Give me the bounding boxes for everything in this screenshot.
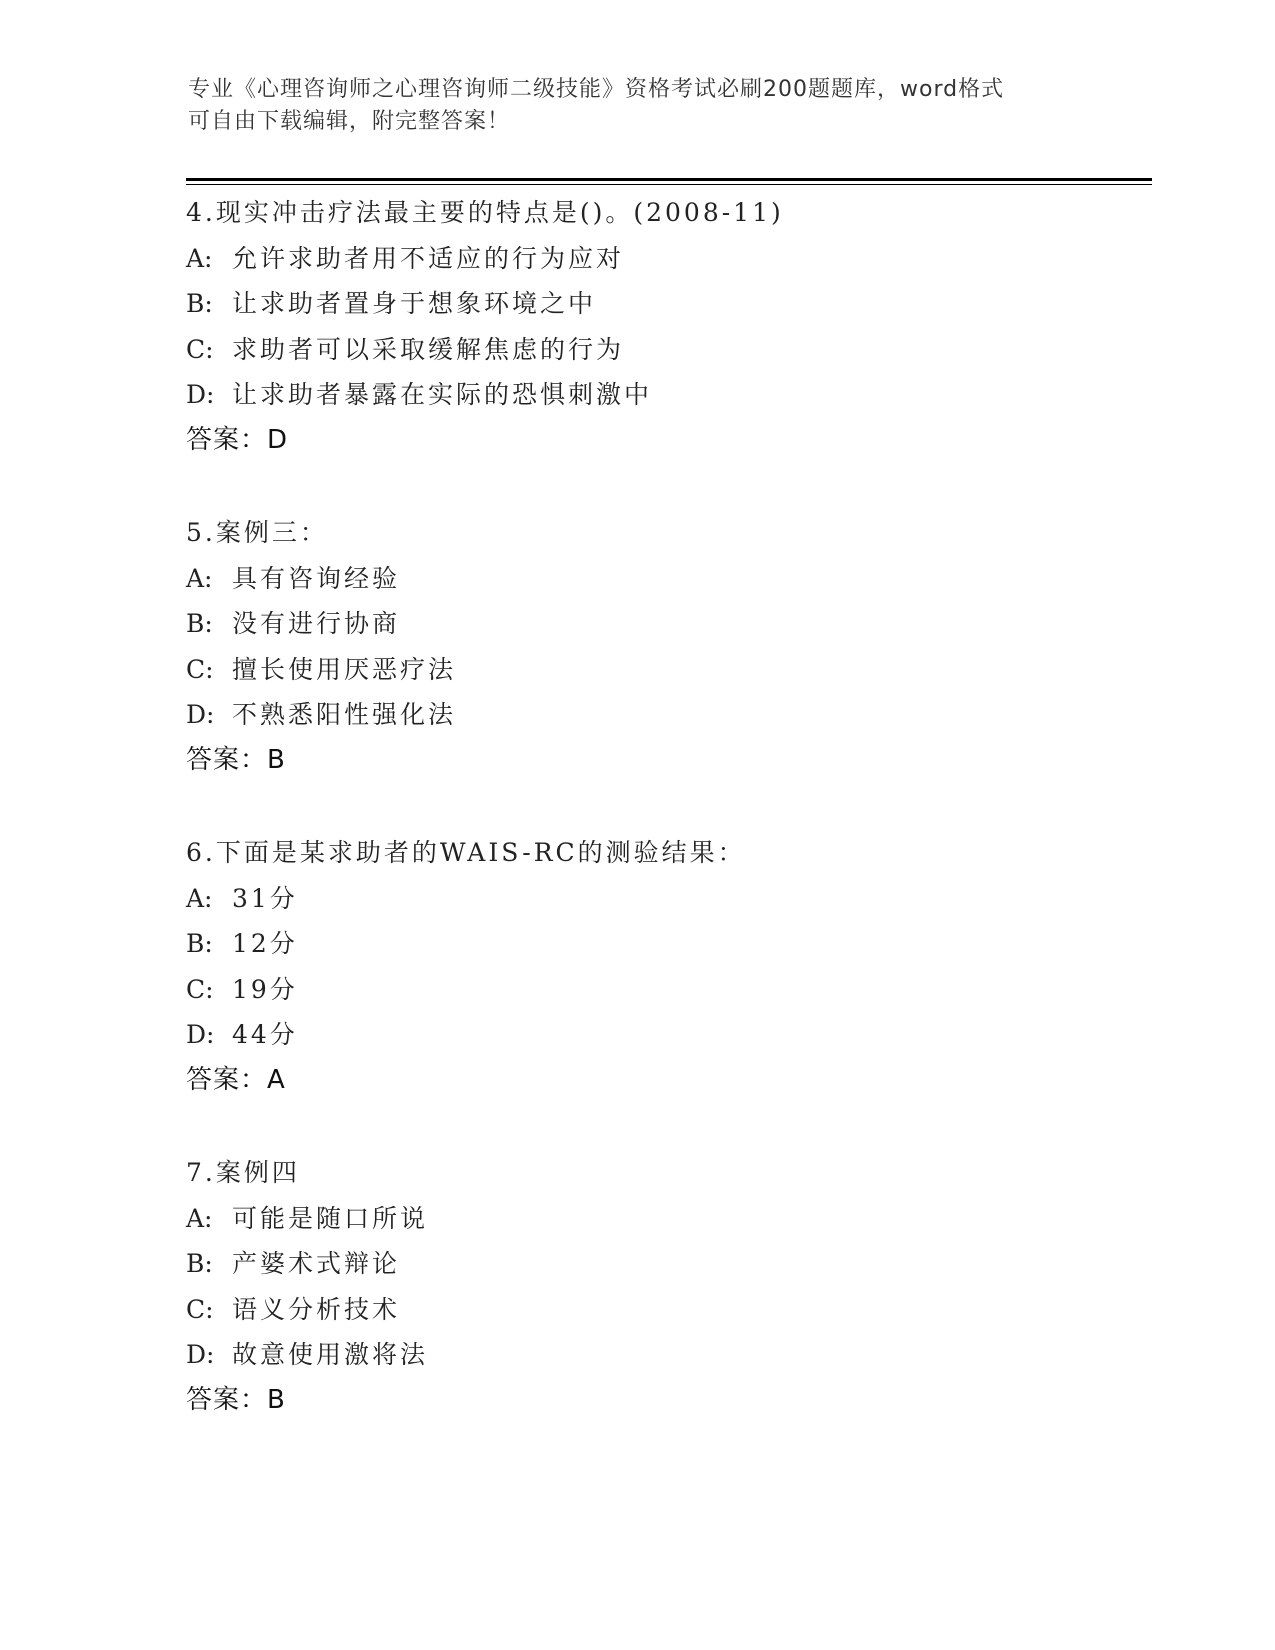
option-c (186, 1287, 1146, 1333)
option-text: 让求助者暴露在实际的恐惧刺激中 (232, 380, 653, 409)
option-a (186, 236, 1146, 282)
option-b (186, 1241, 1146, 1287)
option-c (186, 647, 1146, 693)
option-d (186, 692, 1146, 738)
option-text: 产婆术式辩论 (232, 1249, 401, 1278)
option-letter: D: (186, 1020, 215, 1049)
option-c (186, 967, 1146, 1013)
option-b (186, 601, 1146, 647)
option-letter: D: (186, 380, 215, 409)
option-letter: C: (186, 1294, 214, 1324)
option-letter: C: (186, 654, 214, 684)
option-text: 求助者可以采取缓解焦虑的行为 (232, 334, 625, 364)
option-d (186, 1332, 1146, 1378)
option-letter: B: (186, 929, 213, 958)
option-text: 可能是随口所说 (232, 1203, 429, 1233)
option-a (186, 1196, 1146, 1242)
question-5 (186, 510, 1146, 783)
answer-line: 答案：B (186, 744, 286, 775)
option-a (186, 556, 1146, 602)
question-stem: 4.现实冲击疗法最主要的特点是()。(2008-11) (186, 198, 784, 227)
option-letter: A: (186, 243, 213, 273)
option-text: 没有进行协商 (232, 609, 401, 638)
option-text: 允许求助者用不适应的行为应对 (232, 243, 625, 273)
option-text: 31分 (232, 883, 298, 913)
question-4 (186, 190, 1146, 463)
option-text: 12分 (232, 929, 298, 958)
option-letter: B: (186, 289, 213, 318)
answer-line: 答案：D (186, 424, 289, 455)
option-text: 19分 (232, 974, 298, 1004)
question-stem: 6.下面是某求助者的WAIS-RC的测验结果： (186, 838, 746, 867)
option-letter: A: (186, 563, 213, 593)
option-letter: C: (186, 334, 214, 364)
option-text: 不熟悉阳性强化法 (232, 700, 457, 729)
option-d (186, 372, 1146, 418)
option-text: 具有咨询经验 (232, 563, 401, 593)
option-letter: C: (186, 974, 214, 1004)
answer-line: 答案：B (186, 1384, 286, 1415)
option-text: 语义分析技术 (232, 1294, 401, 1324)
option-letter: D: (186, 700, 215, 729)
answer-line: 答案：A (186, 1064, 286, 1095)
header-divider-thin (186, 184, 1152, 185)
option-letter: A: (186, 1203, 213, 1233)
option-b (186, 281, 1146, 327)
option-letter: D: (186, 1340, 215, 1369)
option-letter: A: (186, 883, 213, 913)
option-d (186, 1012, 1146, 1058)
option-b (186, 921, 1146, 967)
option-c (186, 327, 1146, 373)
option-text: 44分 (232, 1020, 298, 1049)
document-header (188, 74, 1088, 138)
question-stem: 5.案例三： (186, 518, 328, 547)
question-6 (186, 830, 1146, 1103)
option-letter: B: (186, 1249, 213, 1278)
header-line-1: 专业《心理咨询师之心理咨询师二级技能》资格考试必刷200题题库，word格式 (188, 77, 1005, 102)
option-text: 擅长使用厌恶疗法 (232, 654, 457, 684)
option-letter: B: (186, 609, 213, 638)
option-a (186, 876, 1146, 922)
header-line-2: 可自由下载编辑，附完整答案！ (188, 109, 511, 134)
question-list (186, 190, 1146, 1470)
question-7 (186, 1150, 1146, 1423)
option-text: 故意使用激将法 (232, 1340, 429, 1369)
header-divider-thick (186, 178, 1152, 181)
option-text: 让求助者置身于想象环境之中 (232, 289, 597, 318)
question-stem: 7.案例四 (186, 1158, 300, 1187)
